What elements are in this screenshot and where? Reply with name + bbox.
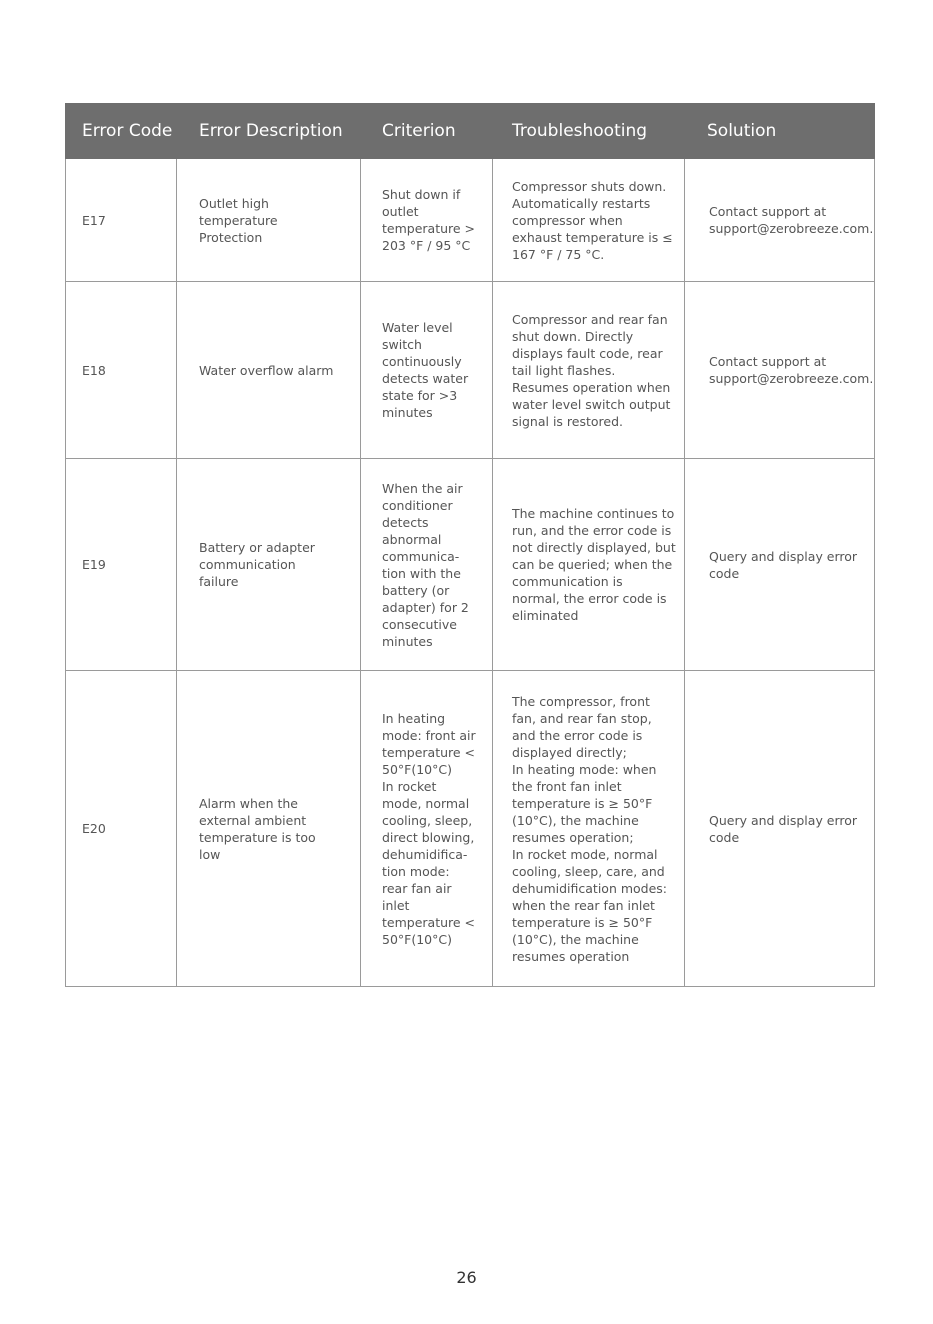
error-code-cell: E18: [66, 282, 177, 459]
table-row: [66, 282, 875, 459]
criterion-cell: In heating mode: front air temperature < 50°F(10°C) In rocket mode, normal cooling, sleep, direct blowing, dehumidifica- tion mode: rear fan air inlet temperature < 50°F(10°C): [361, 671, 493, 987]
error-code-cell: E17: [66, 159, 177, 282]
error-description-cell: Alarm when the external ambient temperature is too low: [177, 671, 361, 987]
table-body: [66, 159, 875, 987]
header-row: [66, 104, 875, 159]
table-row: [66, 459, 875, 671]
header-criterion: Criterion: [361, 104, 493, 159]
error-description-cell: Outlet high temperature Protection: [177, 159, 361, 282]
header-error-code: Error Code: [66, 104, 177, 159]
troubleshooting-cell: The machine continues to run, and the error code is not directly displayed, but can be queried; when the communication is normal, the error code is eliminated: [493, 459, 685, 671]
table-row: [66, 671, 875, 987]
troubleshooting-cell: The compressor, front fan, and rear fan stop, and the error code is displayed directly; In heating mode: when the front fan inlet temperature is ≥ 50°F (10°C), the machine resumes operation; In rocket mode, normal cooling, sleep, care, and dehumidification modes: when the rear fan inlet temperature is ≥ 50°F (10°C), the machine resumes operation: [493, 671, 685, 987]
criterion-cell: Water level switch continuously detects water state for >3 minutes: [361, 282, 493, 459]
criterion-cell: Shut down if outlet temperature > 203 °F / 95 °C: [361, 159, 493, 282]
solution-cell: Query and display error code: [685, 671, 875, 987]
criterion-cell: When the air conditioner detects abnormal communica- tion with the battery (or adapter) for 2 consecutive minutes: [361, 459, 493, 671]
error-code-cell: E19: [66, 459, 177, 671]
error-description-cell: Battery or adapter communication failure: [177, 459, 361, 671]
header-error-description: Error Description: [177, 104, 361, 159]
header-troubleshooting: Troubleshooting: [493, 104, 685, 159]
troubleshooting-cell: Compressor and rear fan shut down. Directly displays fault code, rear tail light flashes. Resumes operation when water level switch output signal is restored.: [493, 282, 685, 459]
error-description-cell: Water overflow alarm: [177, 282, 361, 459]
table-row: [66, 159, 875, 282]
solution-cell: Query and display error code: [685, 459, 875, 671]
table-header: [66, 104, 875, 159]
error-code-table: [65, 103, 875, 987]
solution-cell: Contact support at support@zerobreeze.com.: [685, 282, 875, 459]
troubleshooting-cell: Compressor shuts down. Automatically restarts compressor when exhaust temperature is ≤ 167 °F / 75 °C.: [493, 159, 685, 282]
error-code-cell: E20: [66, 671, 177, 987]
solution-cell: Contact support at support@zerobreeze.com.: [685, 159, 875, 282]
header-solution: Solution: [685, 104, 875, 159]
page-number: 26: [456, 1268, 477, 1287]
